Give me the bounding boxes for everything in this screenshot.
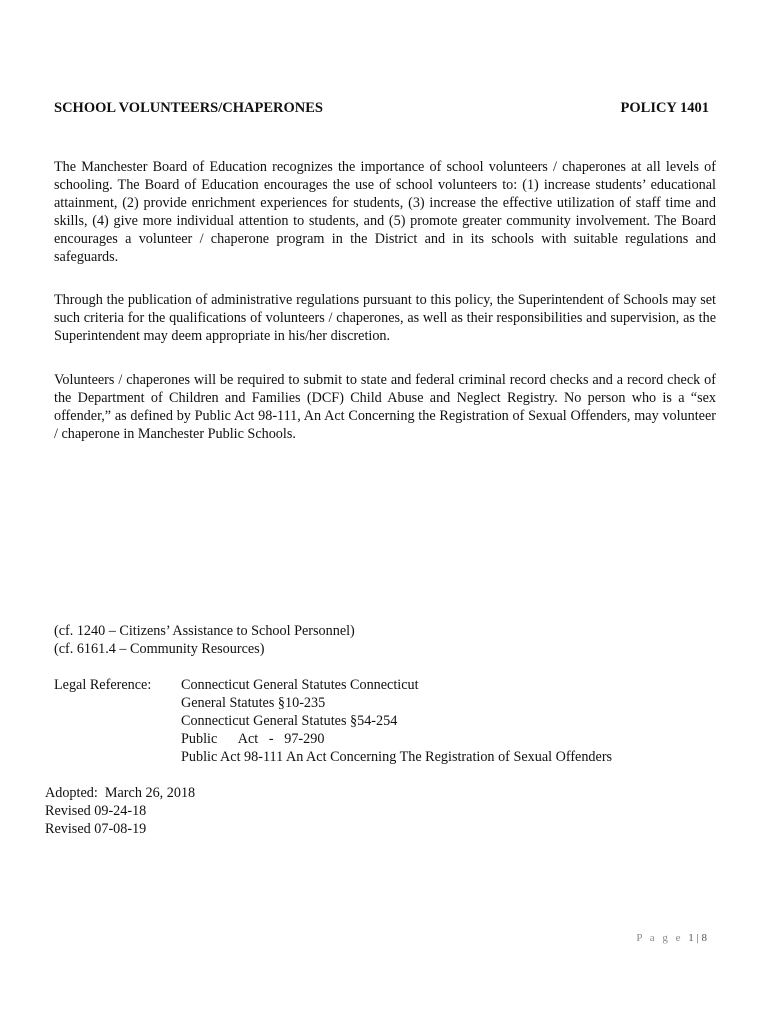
legal-reference-line: Public Act 98-111 An Act Concerning The Registration of Sexual Offenders bbox=[181, 749, 613, 765]
legal-reference-line: General Statutes §10-235 bbox=[181, 695, 326, 711]
policy-number: POLICY 1401 bbox=[620, 100, 709, 116]
legal-reference-line: Connecticut General Statutes Connecticut bbox=[181, 677, 419, 693]
legal-reference-list bbox=[181, 676, 612, 766]
cross-reference: (cf. 6161.4 – Community Resources) bbox=[54, 641, 265, 657]
adoption-dates bbox=[45, 784, 195, 838]
legal-reference-label: Legal Reference: bbox=[54, 677, 152, 693]
adopted-date: Adopted: March 26, 2018 bbox=[45, 785, 196, 801]
revised-date: Revised 07-08-19 bbox=[45, 821, 147, 837]
paragraph-purpose: The Manchester Board of Education recognizes the importance of school volunteers / chaperones at all levels of schooling. The Board of Education encourages the use of school volunteers to: (1) increase students’ educational attainment, (2) provide enrichment experiences for students, (3) increase the effective utilization of staff time and skills, (4) give more individual attention to students, and (5) promote greater community involvement. The Board encourages a volunteer / chaperone program in the District and in its schools with suitable regulations and safeguards. bbox=[54, 159, 716, 265]
page-label: P a g e bbox=[636, 932, 684, 944]
policy-title: SCHOOL VOLUNTEERS/CHAPERONES bbox=[54, 100, 323, 116]
paragraph-record-checks: Volunteers / chaperones will be required to submit to state and federal criminal record checks and a record check of the Department of Children and Families (DCF) Child Abuse and Neglect Registry. No person who is a “sex offender,” as defined by Public Act 98-111, An Act Concerning the Registration of Sexual Offenders, may volunteer / chaperone in Manchester Public Schools. bbox=[54, 372, 716, 442]
paragraph-regulations: Through the publication of administrative regulations pursuant to this policy, the Superintendent of Schools may set such criteria for the qualifications of volunteers / chaperones, as well as their responsibilities and supervision, as the Superintendent may deem appropriate in his/her discretion. bbox=[54, 292, 716, 344]
legal-reference-line: Public Act - 97-290 bbox=[181, 731, 325, 747]
revised-date: Revised 09-24-18 bbox=[45, 803, 147, 819]
legal-reference-line: Connecticut General Statutes §54-254 bbox=[181, 713, 398, 729]
page-footer bbox=[636, 932, 707, 944]
cross-reference: (cf. 1240 – Citizens’ Assistance to School Personnel) bbox=[54, 623, 355, 639]
page-number: 1 | 8 bbox=[688, 932, 707, 944]
